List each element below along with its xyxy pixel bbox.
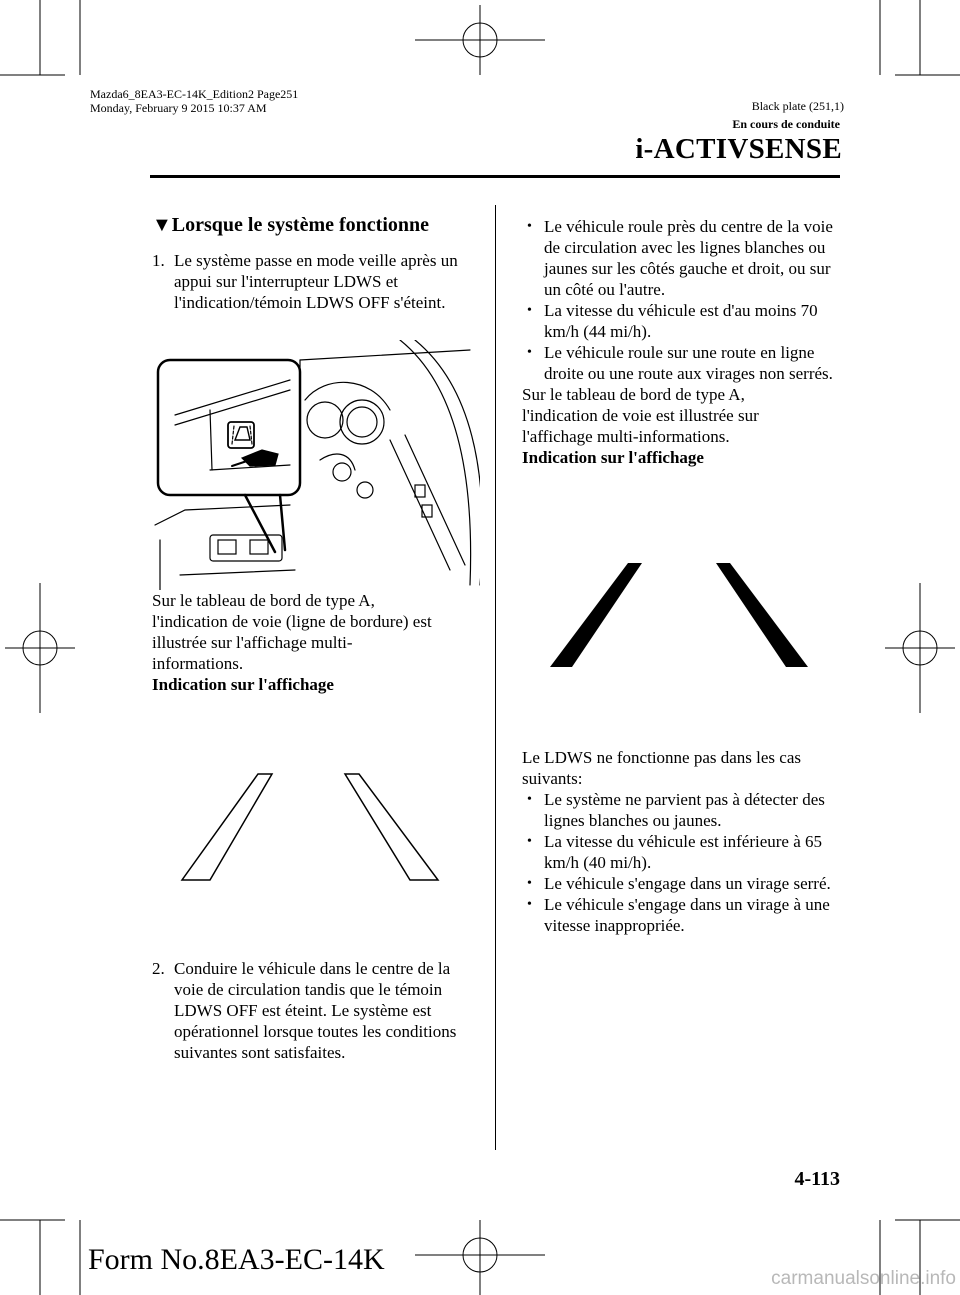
- page-number: 4-113: [794, 1168, 840, 1190]
- print-meta-file: Mazda6_8EA3-EC-14K_Edition2 Page251: [90, 87, 299, 101]
- lane-indication-icon: [520, 555, 840, 680]
- print-meta-date: Monday, February 9 2015 10:37 AM: [90, 101, 267, 115]
- list-item: • Le véhicule roule sur une route en ligne droite ou une route aux virages non serrés.: [522, 342, 842, 384]
- watermark: carmanualsonline.info: [771, 1268, 956, 1289]
- left-display-label: Indication sur l'affichage: [152, 675, 334, 694]
- list-item: • Le véhicule s'engage dans un virage à une vitesse inappropriée.: [522, 894, 842, 936]
- step-1-number: 1.: [152, 251, 165, 270]
- section-subtitle: En cours de conduite: [732, 117, 840, 131]
- non-operation-list: [522, 789, 842, 936]
- plate-label: Black plate (251,1): [751, 99, 844, 113]
- list-item: • La vitesse du véhicule est d'au moins 70 km/h (44 mi/h).: [522, 300, 842, 342]
- step-1: [152, 250, 477, 313]
- left-paragraph-line: l'indication de voie (ligne de bordure) est: [152, 612, 432, 631]
- crosshair-left: [5, 583, 75, 713]
- step-2-number: 2.: [152, 959, 165, 978]
- step-1-text: Le système passe en mode veille après un appui sur l'interrupteur LDWS et l'indication/témoin LDWS OFF s'éteint.: [174, 251, 458, 312]
- ldws-not-operate-intro: Le LDWS ne fonctionne pas dans les cas suivants:: [522, 748, 801, 788]
- right-paragraph-line: l'indication de voie est illustrée sur: [522, 406, 759, 425]
- left-paragraph-line: illustrée sur l'affichage multi-: [152, 633, 353, 652]
- section-heading: ▼Lorsque le système fonctionne: [152, 214, 429, 236]
- crosshair-right: [885, 583, 955, 713]
- left-paragraph-line: Sur le tableau de bord de type A,: [152, 591, 375, 610]
- list-item: • Le système ne parvient pas à détecter des lignes blanches ou jaunes.: [522, 789, 842, 831]
- right-column-bottom: [522, 747, 842, 936]
- right-paragraph-line: l'affichage multi-informations.: [522, 427, 730, 446]
- left-paragraph-line: informations.: [152, 654, 244, 673]
- section-title: i-ACTIVSENSE: [635, 133, 842, 165]
- print-meta: [90, 87, 298, 115]
- left-paragraph: [152, 590, 482, 695]
- list-item: • Le véhicule roule près du centre de la voie de circulation avec les lignes blanches ou jaunes sur les côtés gauche et droit, ou sur un côté ou l'autre.: [522, 216, 842, 300]
- right-column-top: [522, 216, 842, 468]
- lane-outline-indication-icon: [150, 760, 480, 890]
- step-2: [152, 958, 477, 1063]
- right-paragraph-line: Sur le tableau de bord de type A,: [522, 385, 745, 404]
- conditions-list: [522, 216, 842, 384]
- header-rule: [150, 175, 840, 178]
- column-divider: [495, 205, 496, 1150]
- right-display-label: Indication sur l'affichage: [522, 448, 704, 467]
- list-item: • Le véhicule s'engage dans un virage serré.: [522, 873, 842, 894]
- crosshair-top: [415, 5, 545, 75]
- crosshair-bottom: [415, 1220, 545, 1295]
- form-number: Form No.8EA3-EC-14K: [88, 1243, 385, 1276]
- list-item: • La vitesse du véhicule est inférieure à 65 km/h (40 mi/h).: [522, 831, 842, 873]
- step-2-text: Conduire le véhicule dans le centre de la voie de circulation tandis que le témoin LDWS OFF est éteint. Le système est opérationnel lorsque toutes les conditions suivantes sont satisfaites.: [174, 959, 457, 1062]
- dashboard-ldws-switch-illustration: [150, 340, 480, 590]
